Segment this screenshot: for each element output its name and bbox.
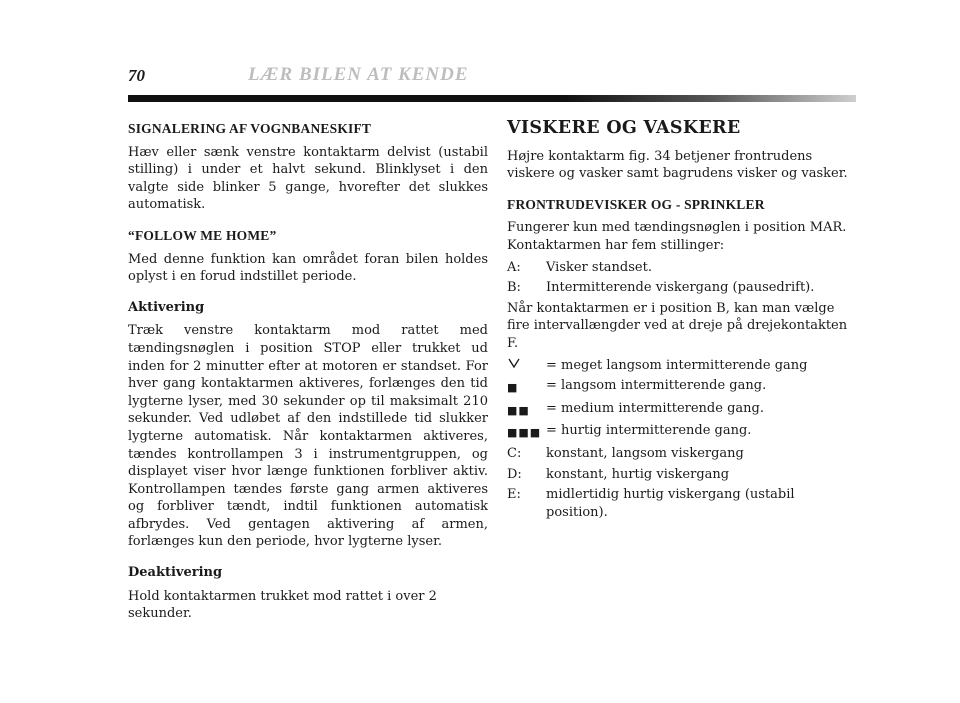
section-heading-lane-change: SIGNALERING AF VOGNBANESKIFT: [128, 121, 372, 136]
interval-text: = meget langsom intermitterende gang: [546, 357, 808, 373]
right-column: [507, 118, 859, 524]
interval-text: = langsom intermitterende gang.: [546, 378, 767, 394]
interval-symbol: ■■: [507, 403, 530, 417]
interval-note: Når kontaktarmen er i position B, kan man vælge fire intervallængder ved at dreje på drejekontakten F.: [507, 300, 848, 351]
interval-text: = medium intermitterende gang.: [546, 400, 764, 416]
deactivation-text: Hold kontaktarmen trukket mod rattet i over 2 sekunder.: [128, 588, 437, 622]
list-item: [507, 466, 859, 484]
interval-text: = hurtig intermitterende gang.: [546, 423, 752, 439]
left-column: [128, 120, 488, 623]
section-heading-activation: Aktivering: [128, 299, 205, 315]
sub-heading-front-wiper: FRONTRUDEVISKER OG - SPRINKLER: [507, 196, 765, 212]
interval-symbol: ■: [507, 381, 519, 395]
list-item: [507, 279, 859, 297]
page-number: 70: [128, 66, 145, 85]
position-key: A:: [507, 259, 521, 275]
position-key: B:: [507, 280, 521, 296]
list-item: [507, 445, 859, 463]
list-item: [507, 422, 859, 442]
wipers-intro: Højre kontaktarm fig. 34 betjener frontrudens viskere og vasker samt bagrudens visker og vasker.: [507, 148, 848, 182]
interval-symbol: ■■■: [507, 426, 542, 440]
header-rule: [128, 95, 856, 102]
position-key: E:: [507, 487, 521, 503]
section-heading-deactivation: Deaktivering: [128, 565, 223, 581]
front-wiper-text: Fungerer kun med tændingsnøglen i position MAR. Kontaktarmen har fem stillinger:: [507, 220, 847, 253]
lane-change-text: Hæv eller sænk venstre kontaktarm delvist (ustabil stilling) i under et halvt sekund. Blinklyset i den valgte side blinker 5 gange, hvorefter det slukkes automatisk.: [128, 144, 488, 213]
running-head: LÆR BILEN AT KENDE: [248, 64, 469, 85]
follow-me-home-text: Med denne funktion kan området foran bilen holdes oplyst i en forud indstillet periode.: [128, 251, 488, 285]
list-item: [507, 400, 859, 420]
position-text: konstant, langsom viskergang: [546, 445, 744, 461]
position-text: midlertidig hurtig viskergang (ustabil position).: [546, 487, 795, 520]
position-key: C:: [507, 445, 522, 461]
list-item: [507, 377, 859, 397]
section-title-wipers: VISKERE OG VASKERE: [507, 118, 741, 138]
section-heading-follow-me-home: “FOLLOW ME HOME”: [128, 227, 277, 243]
list-item: [507, 259, 859, 277]
activation-text: Træk venstre kontaktarm mod rattet med tændingsnøglen i position STOP eller trukket ud inden for 2 minutter efter at motoren er standset. For hver gang kontaktarmen aktiveres, forlænges den tid lygterne lyser, med 30 sekunder op til maksimalt 210 sekunder. Ved udløbet af den indstillede tid slukker lygterne automatisk. Når kontaktarmen aktiveres, tændes kontrollampen 3 i instrumentgruppen, og displayet viser hvor længe funktionen forbliver aktiv. Kontrollampen tændes første gang armen aktiveres og forbliver tændt, indtil funktionen automatisk afbrydes. Ved gentagen aktivering af armen, forlænges kun den periode, hvor lygterne lyser.: [128, 323, 488, 550]
position-text: Visker standset.: [546, 259, 652, 275]
position-text: konstant, hurtig viskergang: [546, 466, 730, 482]
position-key: D:: [507, 466, 522, 482]
wiper-icon: [507, 357, 521, 369]
position-text: Intermitterende viskergang (pausedrift).: [546, 280, 815, 296]
list-item: [507, 486, 859, 521]
list-item: [507, 357, 859, 375]
